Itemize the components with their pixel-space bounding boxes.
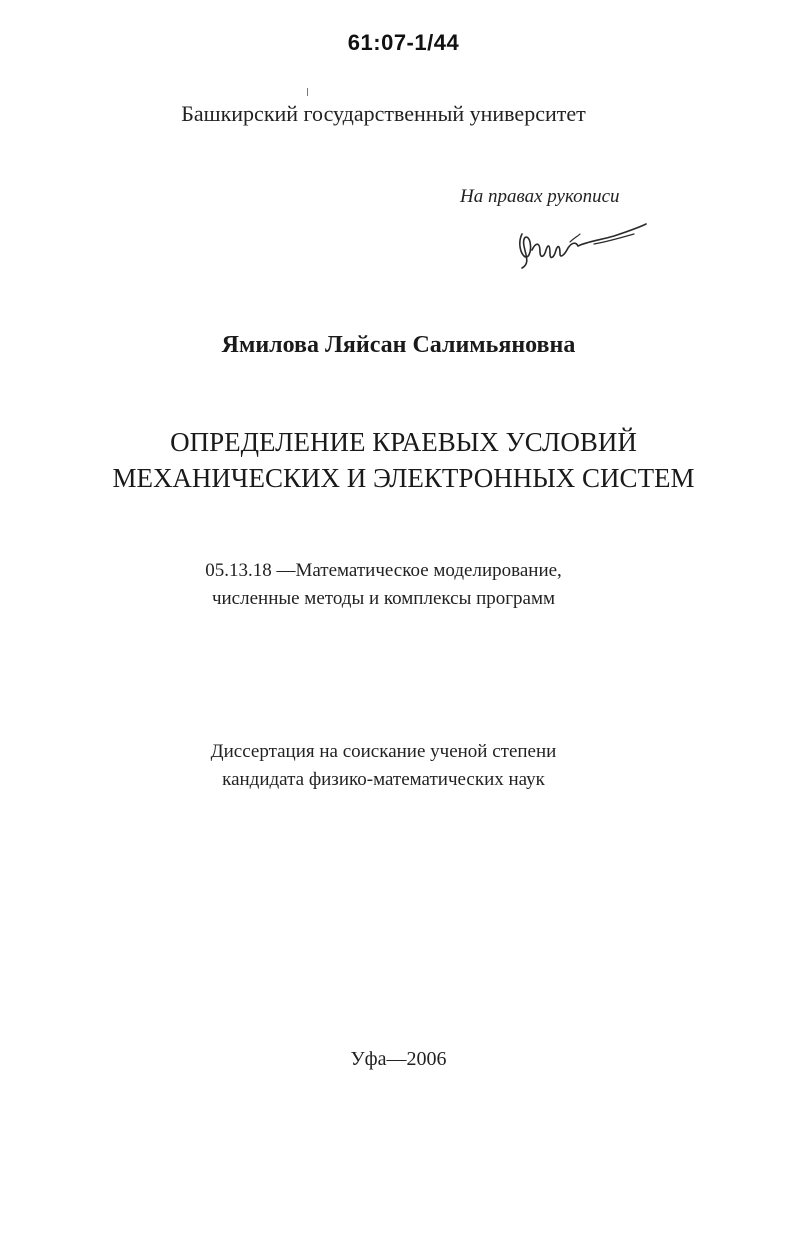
specialty-code <box>0 557 797 613</box>
specialty-line: 05.13.18 —Математическое моделирование, <box>205 560 562 581</box>
author-name: Ямилова Ляйсан Салимьяновна <box>221 332 576 358</box>
degree-statement <box>0 738 797 794</box>
degree-line: кандидата физико-математических наук <box>222 769 545 790</box>
specialty-line: численные методы и комплексы программ <box>211 588 556 609</box>
rights-note: На правах рукописи <box>460 186 620 207</box>
handwritten-signature <box>510 212 650 274</box>
archive-stamp: 61:07-1/44 <box>347 30 460 55</box>
city-year: Уфа—2006 <box>350 1048 447 1070</box>
degree-line: Диссертация на соискание ученой степени <box>210 741 557 762</box>
scan-mark <box>307 88 308 96</box>
university-name: Башкирский государственный университет <box>181 101 586 126</box>
title-line: МЕХАНИЧЕСКИХ И ЭЛЕКТРОННЫХ СИСТЕМ <box>112 463 695 493</box>
dissertation-title <box>0 424 797 496</box>
title-line: ОПРЕДЕЛЕНИЕ КРАЕВЫХ УСЛОВИЙ <box>170 427 637 457</box>
